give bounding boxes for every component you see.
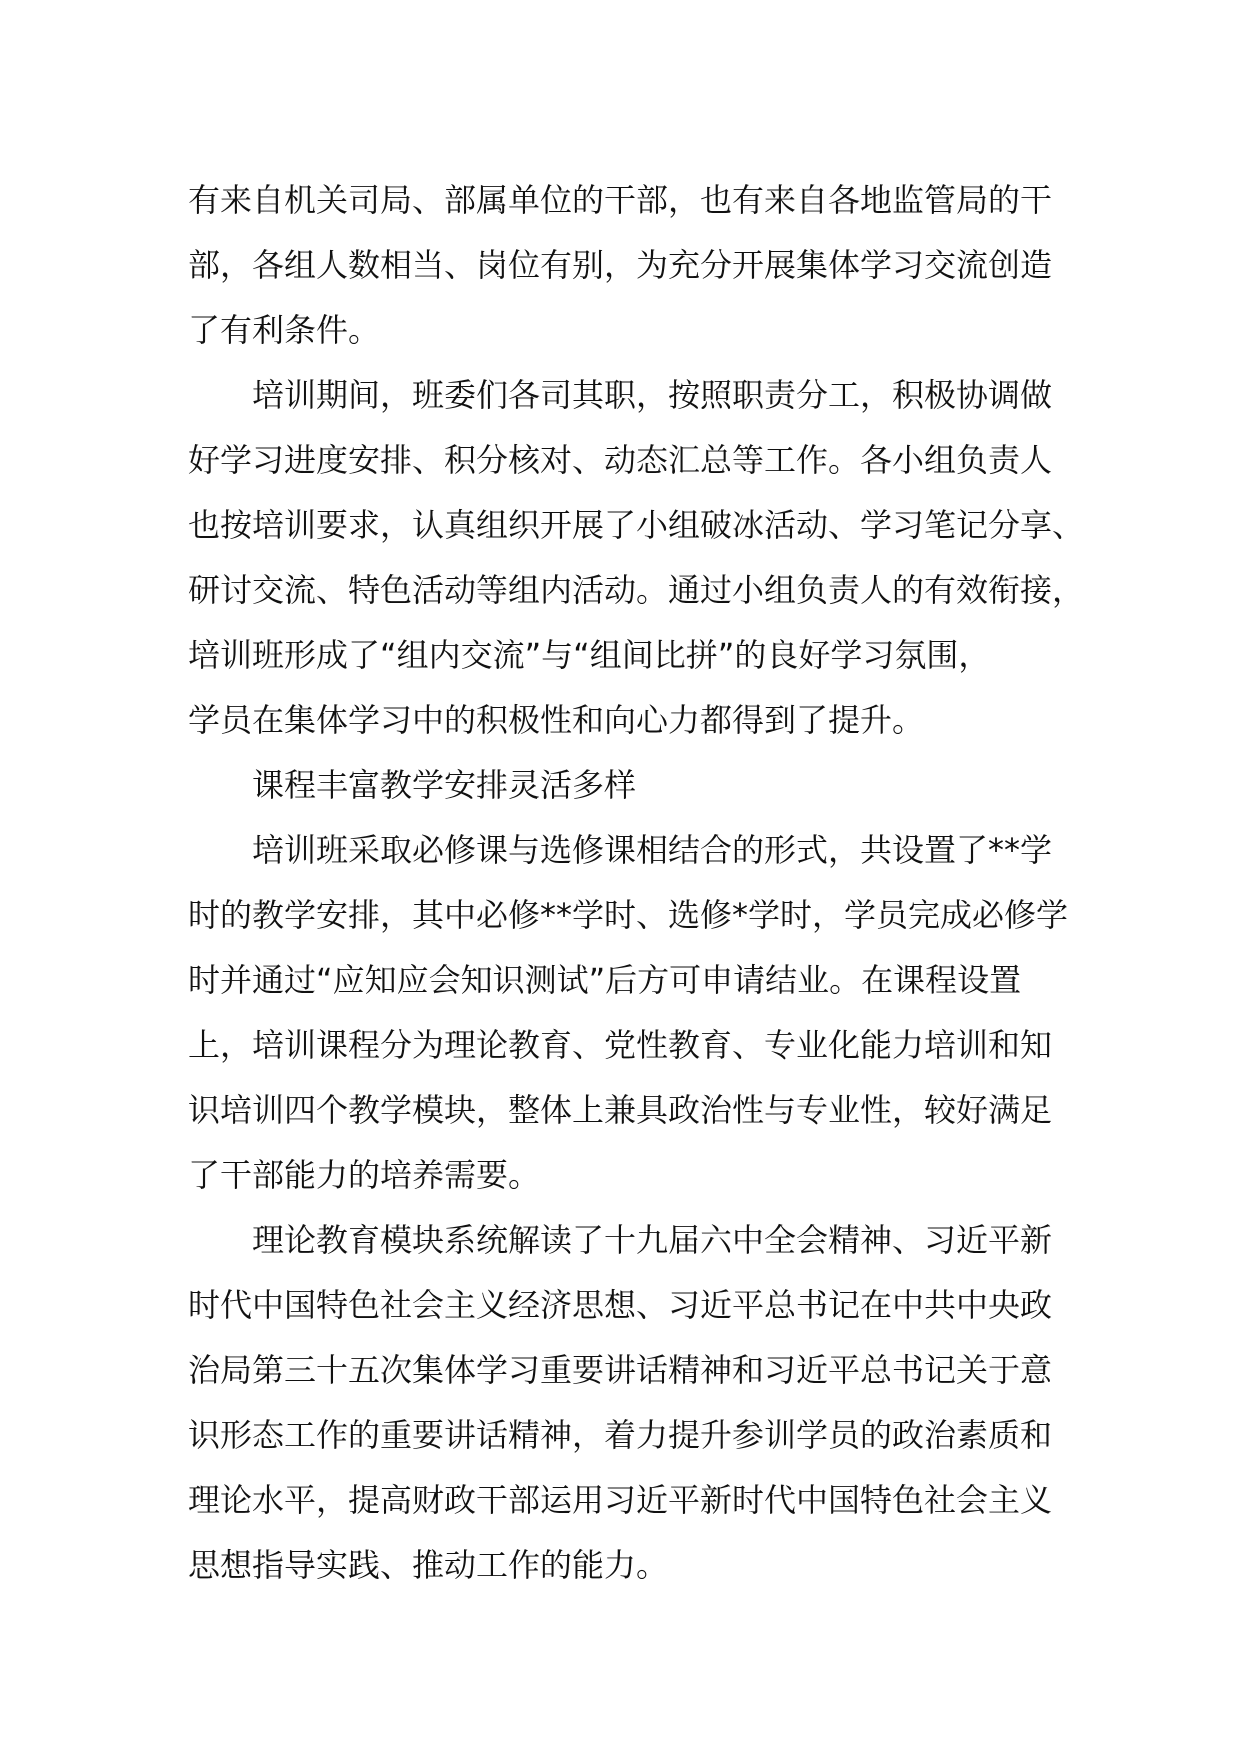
text-line: 培训期间，班委们各司其职，按照职责分工，积极协调做 <box>252 376 1053 414</box>
text-line: 时的教学安排，其中必修**学时、选修*学时，学员完成必修学 <box>188 896 1069 934</box>
text-line: 部，各组人数相当、岗位有别，为充分开展集体学习交流创造 <box>188 246 1053 284</box>
text-line: 思想指导实践、推动工作的能力。 <box>188 1546 669 1584</box>
text-line: 课程丰富教学安排灵活多样 <box>252 766 637 804</box>
document-body <box>188 168 1088 1598</box>
text-line: 时并通过“应知应会知识测试”后方可申请结业。在课程设置 <box>188 961 1022 999</box>
text-line: 也按培训要求，认真组织开展了小组破冰活动、学习笔记分享、 <box>188 506 1085 544</box>
text-line: 时代中国特色社会主义经济思想、习近平总书记在中共中央政 <box>188 1286 1053 1324</box>
text-line: 学员在集体学习中的积极性和向心力都得到了提升。 <box>188 701 925 739</box>
text-line: 研讨交流、特色活动等组内活动。通过小组负责人的有效衔接， <box>188 571 1085 609</box>
text-line: 培训班采取必修课与选修课相结合的形式，共设置了**学 <box>252 831 1053 869</box>
text-line: 上，培训课程分为理论教育、党性教育、专业化能力培训和知 <box>188 1026 1053 1064</box>
text-line: 培训班形成了“组内交流”与“组间比拼”的良好学习氛围， <box>188 636 991 674</box>
text-line: 治局第三十五次集体学习重要讲话精神和习近平总书记关于意 <box>188 1351 1053 1389</box>
text-line: 理论教育模块系统解读了十九届六中全会精神、习近平新 <box>252 1221 1053 1259</box>
text-line: 识培训四个教学模块，整体上兼具政治性与专业性，较好满足 <box>188 1091 1053 1129</box>
text-line: 了有利条件。 <box>188 311 381 349</box>
text-line: 理论水平，提高财政干部运用习近平新时代中国特色社会主义 <box>188 1481 1053 1519</box>
text-line: 识形态工作的重要讲话精神，着力提升参训学员的政治素质和 <box>188 1416 1053 1454</box>
text-line: 有来自机关司局、部属单位的干部，也有来自各地监管局的干 <box>188 181 1053 219</box>
text-line: 好学习进度安排、积分核对、动态汇总等工作。各小组负责人 <box>188 441 1053 479</box>
text-line: 了干部能力的培养需要。 <box>188 1156 541 1194</box>
